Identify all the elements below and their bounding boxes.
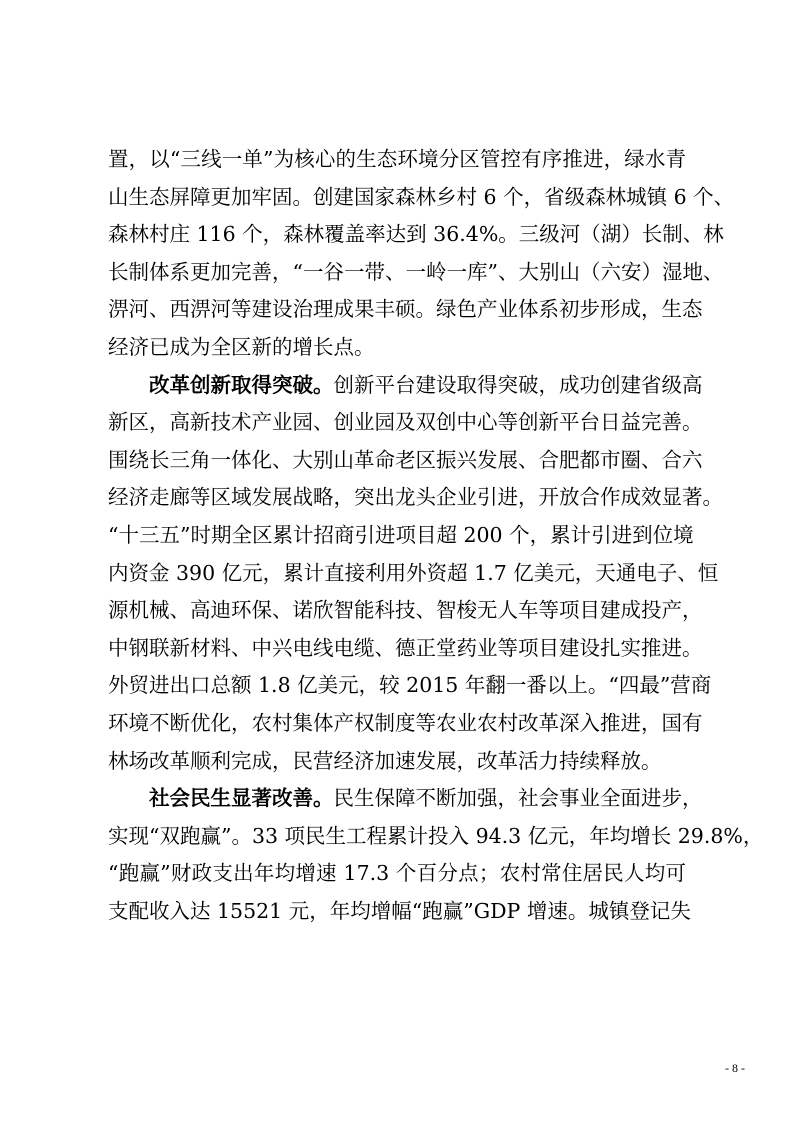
text-line — [108, 780, 703, 818]
page-body — [108, 141, 764, 930]
text-line: 置，以“三线一单”为核心的生态环境分区管控有序推进，绿水青 — [108, 147, 686, 171]
text-line: 外贸进出口总额 1.8 亿美元，较 2015 年翻一番以上。“四最”营商 — [108, 673, 712, 698]
text-line: 长制体系更加完善，“一谷一带、一岭一库”、大别山（六安）湿地、 — [108, 259, 724, 284]
paragraph-reform-innovation — [108, 367, 723, 781]
paragraph-ecology — [108, 141, 735, 367]
text-run: 创新平台建设取得突破，成功创建省级高 — [333, 372, 703, 397]
text-line: 支配收入达 15521 元，年均增幅“跑赢”GDP 增速。城镇登记失 — [108, 898, 691, 923]
text-line: 围绕长三角一体化、大别山革命老区振兴发展、合肥都市圈、合六 — [108, 447, 703, 472]
text-line: 淠河、西淠河等建设治理成果丰硕。绿色产业体系初步形成，生态 — [108, 297, 703, 322]
text-line: 源机械、高迪环保、诺欣智能科技、智梭无人车等项目建成投产， — [108, 598, 703, 623]
page-number: - 8 - — [725, 1061, 745, 1075]
text-line — [108, 367, 703, 405]
text-line: “十三五”时期全区累计招商引进项目超 200 个，累计引进到位境 — [108, 522, 694, 547]
text-run: 民生保障不断加强，社会事业全面进步， — [333, 786, 703, 811]
text-line: 中钢联新材料、中兴电线电缆、德正堂药业等项目建设扎实推进。 — [108, 635, 703, 660]
text-line: 实现“双跑赢”。33 项民生工程累计投入 94.3 亿元，年均增长 29.8%， — [108, 823, 764, 848]
text-line: 林场改革顺利完成，民营经济加速发展，改革活力持续释放。 — [108, 748, 662, 773]
text-line: 经济已成为全区新的增长点。 — [108, 334, 375, 359]
text-line: 经济走廊等区域发展战略，突出龙头企业引进，开放合作成效显著。 — [108, 485, 723, 510]
text-line: 环境不断优化，农村集体产权制度等农业农村改革深入推进，国有 — [108, 710, 703, 735]
text-line: 山生态屏障更加牢固。创建国家森林乡村 6 个，省级森林城镇 6 个、 — [108, 184, 735, 209]
paragraph-lead-heading: 改革创新取得突破。 — [149, 372, 334, 397]
paragraph-lead-heading: 社会民生显著改善。 — [149, 786, 334, 811]
paragraph-livelihood — [108, 780, 764, 930]
text-line: “跑赢”财政支出年均增速 17.3 个百分点；农村常住居民人均可 — [108, 861, 686, 886]
text-line: 森林村庄 116 个，森林覆盖率达到 36.4%。三级河（湖）长制、林 — [108, 222, 724, 247]
text-line: 内资金 390 亿元，累计直接利用外资超 1.7 亿美元，天通电子、恒 — [108, 560, 719, 585]
text-line: 新区，高新技术产业园、创业园及双创中心等创新平台日益完善。 — [108, 410, 703, 435]
